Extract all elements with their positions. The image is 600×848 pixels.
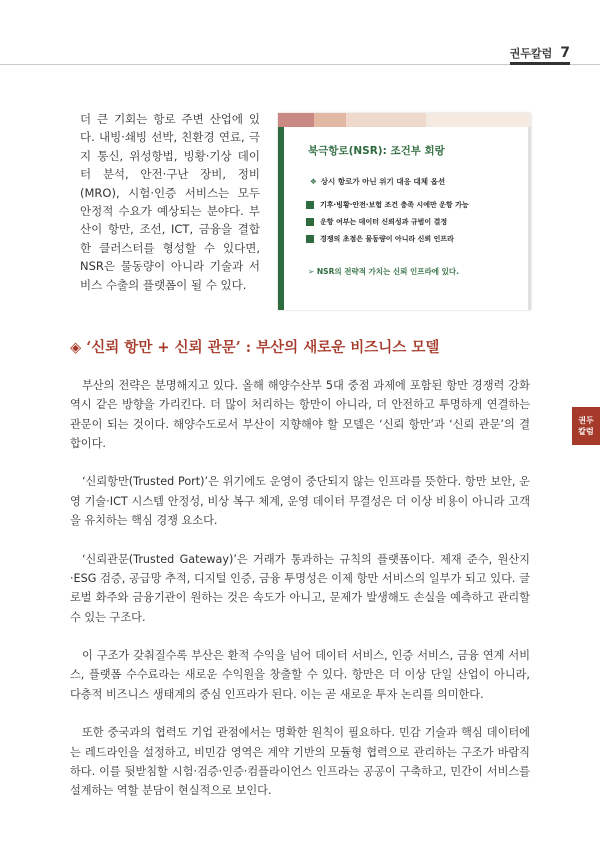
body-text: [70, 376, 530, 820]
figure-item: [306, 217, 447, 227]
figure-top-bar: [278, 113, 531, 127]
section-heading: ◈ ‘신뢰 항만 + 신뢰 관문’ : 부산의 새로운 비즈니스 모델: [70, 339, 440, 356]
figure-bar-segment: [278, 113, 314, 127]
figure-subtitle-marker: ❖: [310, 177, 317, 186]
figure-item: [306, 234, 454, 244]
figure-title: 북극항로(NSR): 조건부 회랑: [308, 145, 445, 157]
body-paragraph: 또한 중국과의 협력도 기업 관점에서는 명확한 원칙이 필요하다. 민감 기술과 핵심 데이터에는 레드라인을 설정하고, 비민감 영역은 계약 기반의 모듈형 협력으로 관리하는 구조가 바람직하다. 이를 뒷받침할 시험·검증·인증·컴플라이언스 인프라는 공공이 구축하고, 민간이 서비스를 설계하는 역할 분담이 현실적으로 보인다.: [70, 726, 530, 798]
figure-item-text: 운항 여부는 데이터 신뢰성과 규범이 결정: [320, 218, 448, 226]
body-paragraph: 부산의 전략은 분명해지고 있다. 올해 해양수산부 5대 중점 과제에 포함된 항만 경쟁력 강화 역시 같은 방향을 가리킨다. 더 많이 처리하는 항만이 아니라, 더 안전하고 투명하게 연결하는 관문이 되는 것이다. 해양수도로서 부산이 지향해야 할 모델은 ‘신뢰 항만’과 ‘신뢰 관문’의 결합이다.: [70, 379, 530, 450]
side-section-tab: [572, 407, 600, 445]
side-tab-line: 권두: [578, 416, 594, 425]
header-accent-bar: [510, 62, 570, 65]
figure-subtitle: [310, 176, 445, 187]
figure-conclusion: ➢ NSR의 전략적 가치는 신뢰 인프라에 있다.: [308, 267, 459, 276]
figure-item-text: 기후·빙황·안전·보험 조건 충족 시에만 운항 가능: [320, 201, 469, 209]
page-number: 7: [560, 45, 570, 61]
body-paragraph: ‘신뢰관문(Trusted Gateway)’은 거래가 통과하는 규칙의 플랫폼이다. 제재 준수, 원산지·ESG 검증, 공급망 추적, 디지털 인증, 금융 투명성은 이제 항만 서비스의 일부가 되고 있다. 글로벌 화주와 금융기관이 원하는 것은 속도가 아니고, 문제가 발생해도 손실을 예측하고 관리할 수 있는 구조다.: [70, 552, 530, 624]
figure-bar-segment: [346, 113, 426, 127]
body-paragraph: ‘신뢰항만(Trusted Port)’은 위기에도 운영이 중단되지 않는 인프라를 뜻한다. 항만 보안, 운영 기술·ICT 시스템 안정성, 비상 복구 체계, 운영 데이터 무결성은 더 이상 비용이 아니라 고객을 유치하는 핵심 경쟁 요소다.: [70, 475, 530, 528]
nsr-figure: [278, 113, 531, 310]
running-header: [510, 45, 570, 61]
square-bullet-icon: [306, 218, 314, 226]
figure-bar-segment: [314, 113, 346, 127]
side-tab-line: 칼럼: [578, 427, 594, 436]
figure-item: [306, 200, 469, 210]
figure-item-text: 경쟁의 초점은 물동량이 아니라 신뢰 인프라: [320, 235, 454, 243]
figure-bar-segment: [426, 113, 531, 127]
body-paragraph: 이 구조가 갖춰질수록 부산은 환적 수익을 넘어 데이터 서비스, 인증 서비스, 금융 연계 서비스, 플랫폼 수수료라는 새로운 수익원을 창출할 수 있다. 항만은 더 이상 단일 산업이 아니라, 다층적 비즈니스 생태계의 중심 인프라가 된다. 이는 곧 새로운 투자 논리를 의미한다.: [70, 649, 530, 701]
square-bullet-icon: [306, 201, 314, 209]
square-bullet-icon: [306, 235, 314, 243]
figure-right-bar: [528, 127, 531, 310]
intro-paragraph: 더 큰 기회는 항로 주변 산업에 있다. 내빙·쇄빙 선박, 친환경 연료, 극지 통신, 위성항법, 빙황·기상 데이터 분석, 안전·구난 장비, 정비(MRO), 시험·인증 서비스는 모두 안정적 수요가 예상되는 분야다. 부산이 항만, 조선, ICT, 금융을 결합한 클러스터를 형성할 수 있다면, NSR은 물동량이 아니라 기술과 서비스 수출의 플랫폼이 될 수 있다.: [80, 112, 260, 292]
figure-subtitle-text: 상시 항로가 아닌 위기 대응 대체 옵션: [320, 177, 446, 186]
figure-left-bar: [278, 127, 284, 310]
intro-column: [80, 110, 260, 294]
header-section: 권두칼럼: [509, 47, 553, 60]
